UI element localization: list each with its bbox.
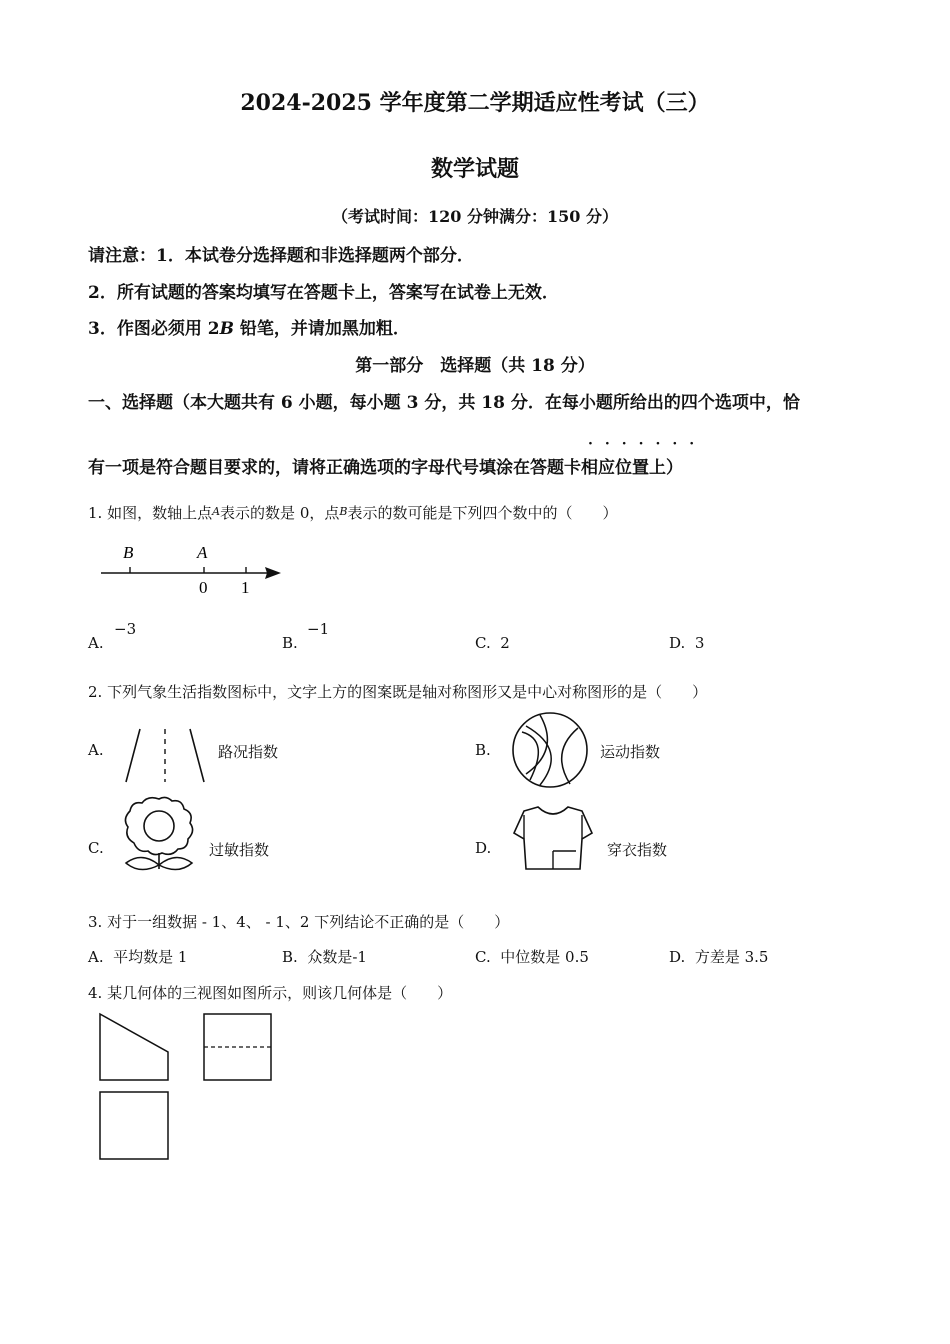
q1-option-a-label: A. bbox=[88, 634, 104, 652]
q1-stem: 1. 如图，数轴上点$^A$表示的数是 0，点$^B$表示的数可能是下列四个数中的（ ） bbox=[88, 504, 618, 522]
shirt-icon bbox=[510, 803, 596, 875]
q2-stem: 2. 下列气象生活指数图标中，文字上方的图案既是轴对称图形又是中心对称图形的是（ ） bbox=[88, 683, 708, 701]
front-view-trapezoid bbox=[100, 1014, 168, 1080]
q2-option-c-caption: 过敏指数 bbox=[209, 841, 270, 859]
label-one: 1 bbox=[241, 578, 250, 597]
exam-title: 2024-2025 学年度第二学期适应性考试（三） bbox=[240, 90, 710, 116]
q1-option-b-value: −1 bbox=[307, 620, 330, 638]
section-instruction-line1: 一、选择题（本大题共有 6 小题，每小题 3 分，共 18 分．在每小题所给出的四个选项中，恰 bbox=[88, 393, 800, 413]
q3-option-b: B. 众数是-1 bbox=[282, 948, 367, 966]
note-3: 3．作图必须用 2B 铅笔，并请加黑加粗． bbox=[88, 319, 410, 339]
section-instruction-line2: 有一项是符合题目要求的，请将正确选项的字母代号填涂在答题卡相应位置上） bbox=[88, 458, 683, 478]
ball-icon bbox=[510, 710, 590, 790]
q1-option-a-value: −3 bbox=[114, 620, 137, 638]
emphasis-dots: ······· bbox=[588, 436, 707, 452]
q2-option-b-caption: 运动指数 bbox=[600, 743, 661, 761]
q1-option-b-label: B. bbox=[282, 634, 298, 652]
number-line-figure bbox=[95, 540, 295, 600]
flower-icon bbox=[120, 795, 198, 875]
exam-subtitle: 数学试题 bbox=[430, 156, 519, 182]
q1-option-d: D. 3 bbox=[669, 634, 705, 652]
q3-stem: 3. 对于一组数据 - 1、4、 - 1、2 下列结论不正确的是（ ） bbox=[88, 913, 510, 931]
road-icon bbox=[120, 727, 210, 785]
q1-option-c: C. 2 bbox=[475, 634, 510, 652]
top-view-square bbox=[100, 1092, 168, 1159]
label-a: A bbox=[197, 543, 208, 562]
q2-option-d-label: D. bbox=[475, 839, 492, 857]
q2-option-a-caption: 路况指数 bbox=[218, 743, 279, 761]
three-view-figure bbox=[98, 1012, 278, 1164]
q3-option-d: D. 方差是 3.5 bbox=[669, 948, 769, 966]
q2-option-c-label: C. bbox=[88, 839, 104, 857]
number-line-arrow-icon bbox=[265, 567, 281, 579]
label-zero: 0 bbox=[199, 578, 208, 597]
q2-option-b-label: B. bbox=[475, 741, 491, 759]
q3-option-a: A. 平均数是 1 bbox=[88, 948, 188, 966]
q2-option-d-caption: 穿衣指数 bbox=[607, 841, 668, 859]
note-2: 2．所有试题的答案均填写在答题卡上，答案写在试卷上无效． bbox=[88, 283, 559, 303]
exam-info: （考试时间：120 分钟满分：150 分） bbox=[332, 207, 618, 226]
q4-stem: 4. 某几何体的三视图如图所示，则该几何体是（ ） bbox=[88, 984, 453, 1002]
label-b: B bbox=[123, 543, 134, 562]
part1-heading: 第一部分 选择题（共 18 分） bbox=[355, 356, 595, 376]
note-1: 请注意：1．本试卷分选择题和非选择题两个部分． bbox=[88, 246, 474, 266]
q3-option-c: C. 中位数是 0.5 bbox=[475, 948, 589, 966]
q2-option-a-label: A. bbox=[88, 741, 104, 759]
